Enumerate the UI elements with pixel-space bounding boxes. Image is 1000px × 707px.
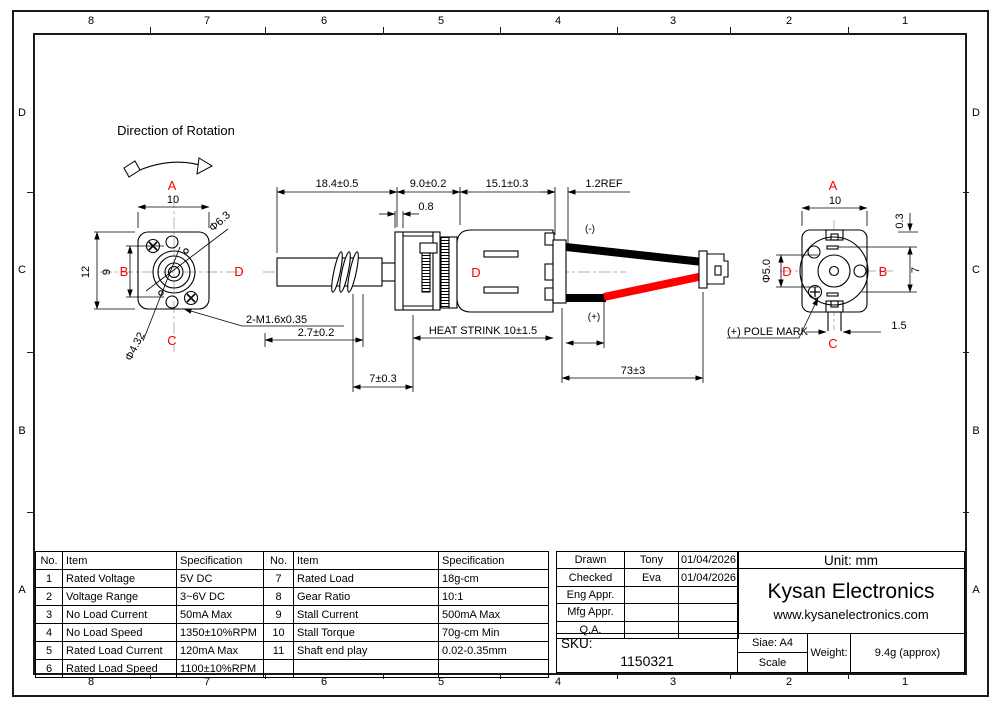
approval-name: Eva — [625, 569, 679, 586]
table-row — [264, 624, 549, 642]
dim-motor-length: 15.1±0.3 — [485, 178, 529, 190]
cell-no: 5 — [36, 642, 63, 660]
zone-col-bot-3: 3 — [669, 676, 677, 688]
dim-endcap: 1.2REF — [585, 178, 623, 190]
table-row — [36, 642, 264, 660]
col-header: Specification — [177, 552, 264, 570]
rear-letter-b: B — [878, 264, 888, 279]
cell-item: Rated Voltage — [63, 570, 177, 588]
table-row — [264, 642, 549, 660]
col-header: No. — [264, 552, 294, 570]
output-shaft — [277, 258, 382, 286]
dim-gearbox-length: 9.0±0.2 — [409, 178, 447, 190]
unit-cell: Unit: mm — [737, 551, 965, 569]
rear-view — [727, 208, 918, 338]
side-view — [263, 187, 728, 392]
direction-of-rotation-label: Direction of Rotation — [117, 123, 235, 138]
zone-col-top-3: 3 — [669, 15, 677, 27]
zone-row-left-b: B — [18, 425, 26, 437]
cell-no: 1 — [36, 570, 63, 588]
dim-rear-dia-boss: Φ5.0 — [761, 258, 773, 284]
size-cell: Siae: A4 — [737, 633, 808, 653]
zone-col-bot-5: 5 — [437, 676, 445, 688]
cell-item: Rated Load Current — [63, 642, 177, 660]
cell-spec: 3~6V DC — [177, 588, 264, 606]
rear-letter-d: D — [782, 264, 792, 279]
table-row — [264, 588, 549, 606]
cell-spec: 10:1 — [439, 588, 549, 606]
cell-item: Gear Ratio — [294, 588, 439, 606]
approval-name — [625, 586, 679, 603]
dim-front-screw-span: 9 — [101, 268, 113, 276]
rotation-arrow — [124, 158, 212, 177]
spec-table-left — [35, 551, 264, 678]
approval-date — [679, 586, 739, 603]
approval-row — [557, 552, 739, 569]
zone-col-bot-4: 4 — [554, 676, 562, 688]
front-letter-d: D — [234, 264, 244, 279]
dim-front-dia-boss: Φ6.3 — [207, 209, 233, 235]
zone-row-right-c: C — [972, 264, 980, 276]
cell-item: No Load Speed — [63, 624, 177, 642]
dim-tab-offset: 0.3 — [894, 213, 906, 229]
zone-row-left-d: D — [18, 107, 26, 119]
screw-head — [185, 292, 198, 305]
front-letter-c: C — [167, 333, 177, 348]
dim-front-width: 10 — [166, 194, 180, 206]
scale-cell: Scale — [737, 652, 808, 673]
zone-row-right-a: A — [972, 584, 980, 596]
rear-letter-a: A — [828, 178, 838, 193]
col-header: Item — [63, 552, 177, 570]
cell-item: No Load Current — [63, 606, 177, 624]
zone-col-top-2: 2 — [785, 15, 793, 27]
approval-row — [557, 586, 739, 603]
zone-col-bot-7: 7 — [203, 676, 211, 688]
approval-label: Eng Appr. — [557, 586, 625, 603]
zone-col-bot-6: 6 — [320, 676, 328, 688]
col-header: Item — [294, 552, 439, 570]
zone-col-top-4: 4 — [554, 15, 562, 27]
cell-no: 2 — [36, 588, 63, 606]
company-cell — [737, 568, 965, 634]
cell-item: Rated Load Speed — [63, 660, 177, 678]
approval-label: Checked — [557, 569, 625, 586]
approval-date — [679, 604, 739, 621]
front-dims — [94, 207, 209, 309]
zone-row-left-c: C — [18, 264, 26, 276]
cell-no: 11 — [264, 642, 294, 660]
tapped-hole-top — [166, 236, 178, 248]
table-row — [36, 606, 264, 624]
col-header: No. — [36, 552, 63, 570]
connector — [699, 251, 728, 288]
zone-col-top-6: 6 — [320, 15, 328, 27]
screw-note: 2-M1.6x0.35 — [246, 314, 308, 326]
sku-label: SKU: — [561, 636, 593, 651]
cell-item: Voltage Range — [63, 588, 177, 606]
table-row — [36, 624, 264, 642]
col-header: Specification — [439, 552, 549, 570]
zone-row-right-b: B — [972, 425, 980, 437]
pole-mark-hole — [809, 286, 822, 299]
approval-date: 01/04/2026 — [679, 569, 739, 586]
cell-no — [264, 660, 294, 678]
zone-col-bot-2: 2 — [785, 676, 793, 688]
approval-name — [625, 604, 679, 621]
cell-no: 3 — [36, 606, 63, 624]
zone-col-top-8: 8 — [87, 15, 95, 27]
approval-table — [556, 551, 739, 639]
wire-negative — [566, 247, 703, 262]
cell-no: 7 — [264, 570, 294, 588]
cell-no: 10 — [264, 624, 294, 642]
cell-no: 9 — [264, 606, 294, 624]
cell-item: Stall Current — [294, 606, 439, 624]
cell-spec: 18g-cm — [439, 570, 549, 588]
table-row — [36, 588, 264, 606]
cell-spec: 1100±10%RPM — [177, 660, 264, 678]
side-letter-d: D — [471, 265, 481, 280]
approval-label: Drawn — [557, 552, 625, 569]
approval-row — [557, 604, 739, 621]
table-row — [264, 570, 549, 588]
cell-item: Stall Torque — [294, 624, 439, 642]
spec-table-right — [263, 551, 549, 678]
cell-spec: 50mA Max — [177, 606, 264, 624]
zone-col-top-1: 1 — [901, 15, 909, 27]
weight-label-cell: Weight: — [807, 633, 851, 673]
approval-row — [557, 569, 739, 586]
heat-shrink-note: HEAT STRINK 10±1.5 — [428, 325, 538, 337]
cell-item: Shaft end play — [294, 642, 439, 660]
dim-front-height: 12 — [80, 265, 92, 279]
wire-positive — [604, 276, 703, 297]
dim-plate: 0.8 — [418, 201, 434, 213]
cell-spec: 500mA Max — [439, 606, 549, 624]
dim-worm: 2.7±0.2 — [297, 327, 335, 339]
dim-holes-span: 7 — [910, 266, 922, 274]
table-row — [36, 570, 264, 588]
front-letter-a: A — [167, 178, 177, 193]
cell-no: 6 — [36, 660, 63, 678]
zone-col-top-7: 7 — [203, 15, 211, 27]
cell-spec: 0.02-0.35mm — [439, 642, 549, 660]
approval-date: 01/04/2026 — [679, 552, 739, 569]
dim-wire-length: 73±3 — [620, 365, 646, 377]
wire-negative-label: (-) — [585, 224, 595, 235]
table-row — [264, 606, 549, 624]
gearbox — [395, 232, 457, 310]
sku-value: 1150321 — [620, 653, 674, 669]
cell-spec: 1350±10%RPM — [177, 624, 264, 642]
cell-spec: 120mA Max — [177, 642, 264, 660]
rear-flange — [802, 230, 867, 312]
zone-row-left-a: A — [18, 584, 26, 596]
dim-rear-width: 10 — [828, 195, 842, 207]
sku-cell — [556, 633, 738, 673]
cell-spec: 70g-cm Min — [439, 624, 549, 642]
cell-no: 8 — [264, 588, 294, 606]
dim-worm-gear: 7±0.3 — [369, 373, 397, 385]
cell-spec: 5V DC — [177, 570, 264, 588]
cell-item: Rated Load — [294, 570, 439, 588]
company-website: www.kysanelectronics.com — [773, 607, 929, 622]
approval-label: Mfg Appr. — [557, 604, 625, 621]
dim-front-dia-hub: Φ4.32 — [123, 330, 148, 363]
zone-row-right-d: D — [972, 107, 980, 119]
approval-label: Q.A. — [557, 621, 625, 638]
cell-item — [294, 660, 439, 678]
wire-positive-label: (+) — [587, 312, 601, 323]
rear-letter-c: C — [828, 336, 838, 351]
pole-mark-label: (+) POLE MARK — [727, 326, 808, 338]
dim-tab-width: 1.5 — [891, 320, 907, 332]
tapped-hole-bottom — [166, 296, 178, 308]
zone-col-bot-1: 1 — [901, 676, 909, 688]
zone-col-bot-8: 8 — [87, 676, 95, 688]
weight-value-cell: 9.4g (approx) — [850, 633, 965, 673]
endcap — [553, 240, 566, 303]
company-name: Kysan Electronics — [767, 580, 935, 603]
approval-name: Tony — [625, 552, 679, 569]
table-row — [264, 660, 549, 678]
cell-no: 4 — [36, 624, 63, 642]
table-row — [36, 660, 264, 678]
dim-shaft-length: 18.4±0.5 — [315, 178, 359, 190]
cell-spec — [439, 660, 549, 678]
zone-col-top-5: 5 — [437, 15, 445, 27]
front-letter-b: B — [119, 264, 129, 279]
